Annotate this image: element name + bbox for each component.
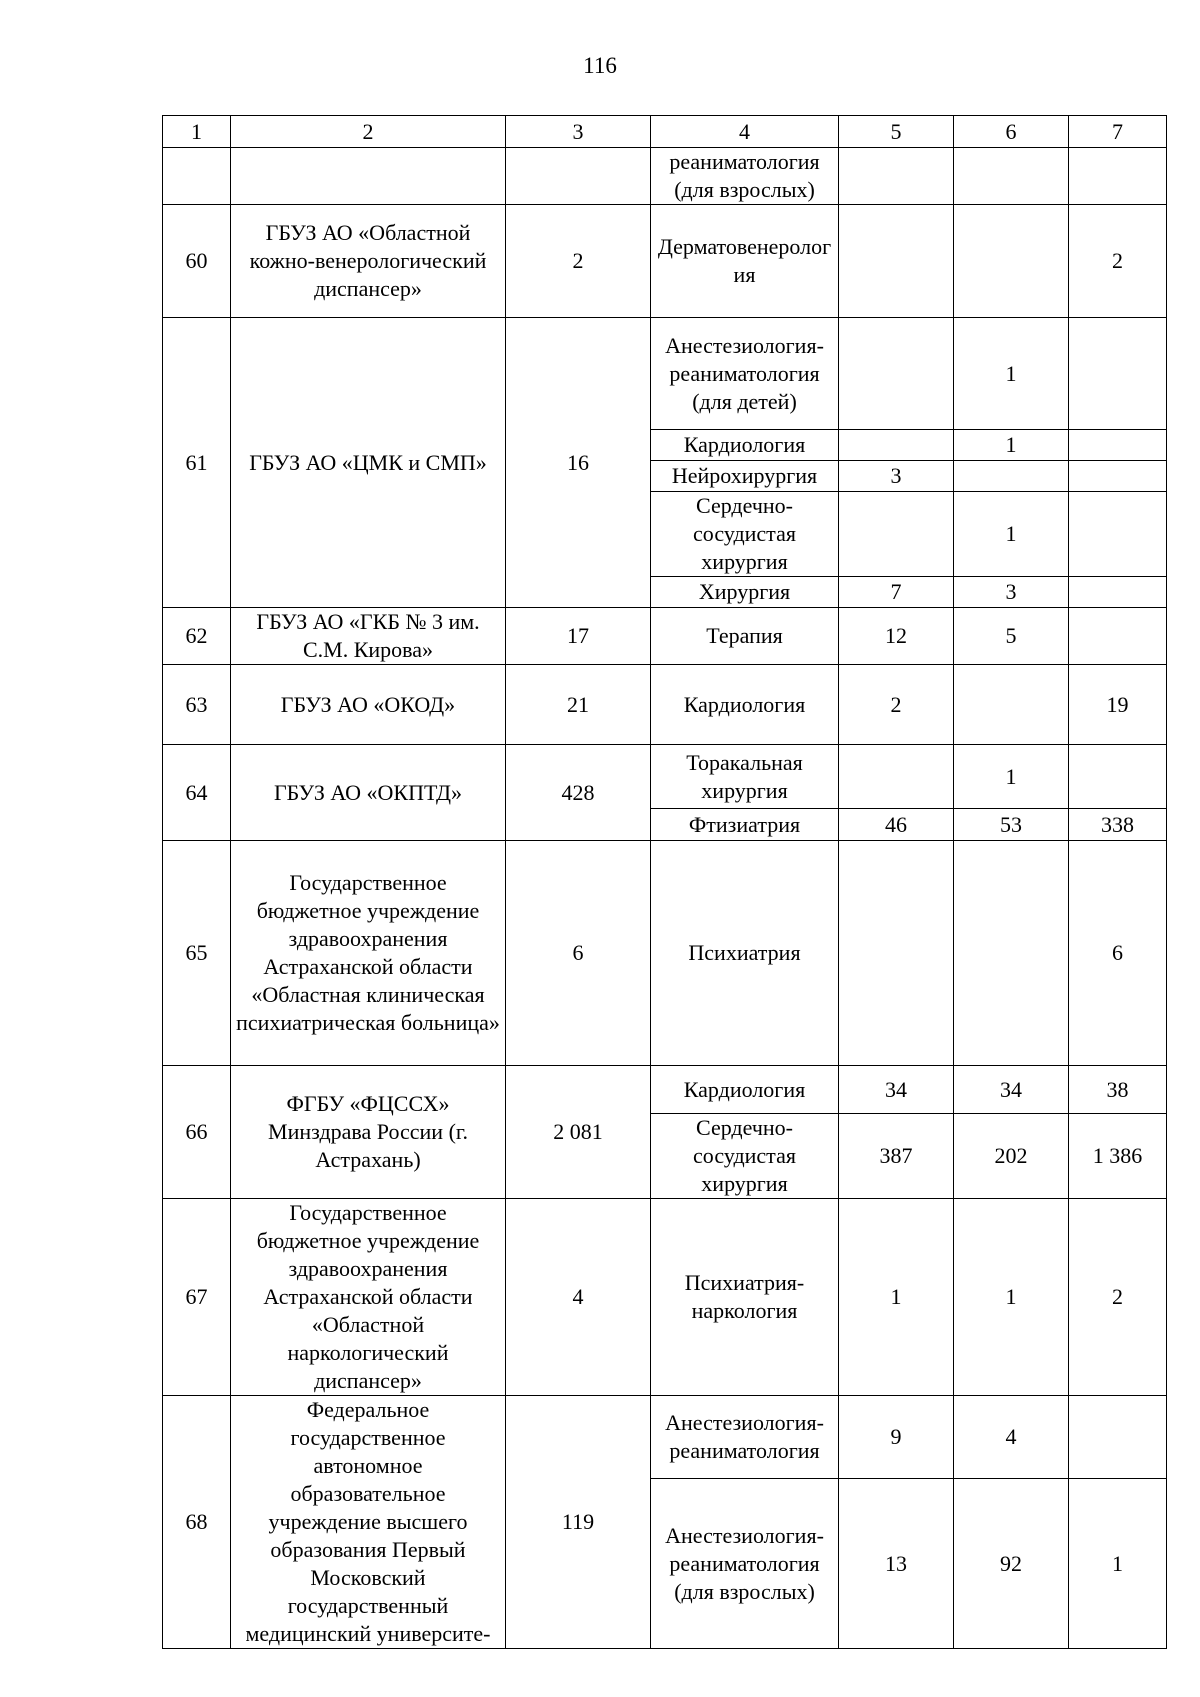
value-cell xyxy=(839,205,954,318)
value-cell xyxy=(1069,608,1167,665)
specialty-cell: Сердечно-сосудистая хирургия xyxy=(651,1114,839,1199)
row-number: 65 xyxy=(163,841,231,1066)
header-cell: 6 xyxy=(954,116,1069,148)
row-number: 66 xyxy=(163,1066,231,1199)
value-cell xyxy=(1069,318,1167,430)
value-cell xyxy=(839,841,954,1066)
value-cell: 387 xyxy=(839,1114,954,1199)
value-cell xyxy=(954,841,1069,1066)
specialty-cell: Нейрохирургия xyxy=(651,461,839,492)
value-cell xyxy=(1069,492,1167,577)
specialty-cell: Фтизиатрия xyxy=(651,809,839,841)
value-cell xyxy=(1069,461,1167,492)
total-cell: 2 081 xyxy=(506,1066,651,1199)
value-cell: 38 xyxy=(1069,1066,1167,1114)
header-row xyxy=(163,116,1167,148)
value-cell: 46 xyxy=(839,809,954,841)
hospital-table xyxy=(162,115,1167,1649)
value-cell: 1 xyxy=(954,492,1069,577)
row-number: 64 xyxy=(163,745,231,841)
table-row xyxy=(163,841,1167,1066)
specialty-cell: Терапия xyxy=(651,608,839,665)
specialty-cell: Кардиология xyxy=(651,665,839,745)
value-cell: 2 xyxy=(1069,1199,1167,1396)
row-number: 60 xyxy=(163,205,231,318)
value-cell: 19 xyxy=(1069,665,1167,745)
value-cell: 9 xyxy=(839,1396,954,1479)
value-cell: 338 xyxy=(1069,809,1167,841)
value-cell: 13 xyxy=(839,1479,954,1649)
value-cell xyxy=(1069,577,1167,608)
table-row xyxy=(163,1199,1167,1396)
row-number: 68 xyxy=(163,1396,231,1649)
specialty-cell: Кардиология xyxy=(651,1066,839,1114)
specialty-cell: Кардиология xyxy=(651,430,839,461)
value-cell xyxy=(954,665,1069,745)
table-row xyxy=(163,205,1167,318)
row-number: 62 xyxy=(163,608,231,665)
value-cell: 4 xyxy=(954,1396,1069,1479)
value-cell: 53 xyxy=(954,809,1069,841)
value-cell xyxy=(839,318,954,430)
header-cell: 1 xyxy=(163,116,231,148)
specialty-cell: Сердечно-сосудистая хирургия xyxy=(651,492,839,577)
total-cell: 6 xyxy=(506,841,651,1066)
row-number: 63 xyxy=(163,665,231,745)
specialty-cell: реаниматология (для взрослых) xyxy=(651,148,839,205)
specialty-cell: Торакальная хирургия xyxy=(651,745,839,809)
value-cell: 1 xyxy=(954,745,1069,809)
table-row xyxy=(163,148,1167,205)
specialty-cell: Анестезиология-реаниматология xyxy=(651,1396,839,1479)
organization-cell: Государственное бюджетное учреждение здравоохранения Астраханской области «Областная клиническая психиатрическая больница» xyxy=(231,841,506,1066)
value-cell xyxy=(1069,430,1167,461)
value-cell xyxy=(1069,1396,1167,1479)
organization-cell: ФГБУ «ФЦССХ» Минздрава России (г. Астрахань) xyxy=(231,1066,506,1199)
organization-cell: Государственное бюджетное учреждение здравоохранения Астраханской области «Областной наркологический диспансер» xyxy=(231,1199,506,1396)
header-cell: 2 xyxy=(231,116,506,148)
header-cell: 4 xyxy=(651,116,839,148)
value-cell: 1 xyxy=(839,1199,954,1396)
total-cell: 17 xyxy=(506,608,651,665)
value-cell: 3 xyxy=(839,461,954,492)
table-row xyxy=(163,318,1167,430)
value-cell: 202 xyxy=(954,1114,1069,1199)
page-number: 116 xyxy=(583,53,617,78)
value-cell: 7 xyxy=(839,577,954,608)
organization-cell: ГБУЗ АО «ОКПТД» xyxy=(231,745,506,841)
table-row xyxy=(163,665,1167,745)
total-cell: 428 xyxy=(506,745,651,841)
row-number: 61 xyxy=(163,318,231,608)
value-cell xyxy=(1069,745,1167,809)
value-cell: 3 xyxy=(954,577,1069,608)
organization-cell: Федеральное государственное автономное образовательное учреждение высшего образования Первый Московский государственный медицинский университе- xyxy=(231,1396,506,1649)
specialty-cell: Дерматовенерология xyxy=(651,205,839,318)
total-cell: 119 xyxy=(506,1396,651,1649)
organization-cell: ГБУЗ АО «ОКОД» xyxy=(231,665,506,745)
value-cell: 1 386 xyxy=(1069,1114,1167,1199)
header-cell: 7 xyxy=(1069,116,1167,148)
value-cell xyxy=(954,461,1069,492)
specialty-cell: Анестезиология-реаниматология (для взрослых) xyxy=(651,1479,839,1649)
organization-cell: ГБУЗ АО «Областной кожно-венерологический диспансер» xyxy=(231,205,506,318)
total-cell: 2 xyxy=(506,205,651,318)
value-cell: 1 xyxy=(1069,1479,1167,1649)
value-cell xyxy=(839,745,954,809)
value-cell: 1 xyxy=(954,430,1069,461)
value-cell: 1 xyxy=(954,318,1069,430)
table-row xyxy=(163,1396,1167,1479)
organization-cell: ГБУЗ АО «ГКБ № 3 им. С.М. Кирова» xyxy=(231,608,506,665)
row-number: 67 xyxy=(163,1199,231,1396)
value-cell: 5 xyxy=(954,608,1069,665)
total-cell: 21 xyxy=(506,665,651,745)
specialty-cell: Психиатрия xyxy=(651,841,839,1066)
value-cell: 12 xyxy=(839,608,954,665)
specialty-cell: Хирургия xyxy=(651,577,839,608)
header-cell: 3 xyxy=(506,116,651,148)
value-cell xyxy=(839,492,954,577)
value-cell: 34 xyxy=(839,1066,954,1114)
table-row xyxy=(163,745,1167,809)
specialty-cell: Анестезиология-реаниматология (для детей) xyxy=(651,318,839,430)
value-cell xyxy=(954,205,1069,318)
value-cell: 1 xyxy=(954,1199,1069,1396)
header-cell: 5 xyxy=(839,116,954,148)
organization-cell: ГБУЗ АО «ЦМК и СМП» xyxy=(231,318,506,608)
value-cell: 6 xyxy=(1069,841,1167,1066)
specialty-cell: Психиатрия-наркология xyxy=(651,1199,839,1396)
table-row xyxy=(163,608,1167,665)
value-cell: 2 xyxy=(1069,205,1167,318)
value-cell: 2 xyxy=(839,665,954,745)
total-cell: 4 xyxy=(506,1199,651,1396)
value-cell xyxy=(839,430,954,461)
table-row xyxy=(163,1066,1167,1114)
value-cell: 92 xyxy=(954,1479,1069,1649)
total-cell: 16 xyxy=(506,318,651,608)
value-cell: 34 xyxy=(954,1066,1069,1114)
